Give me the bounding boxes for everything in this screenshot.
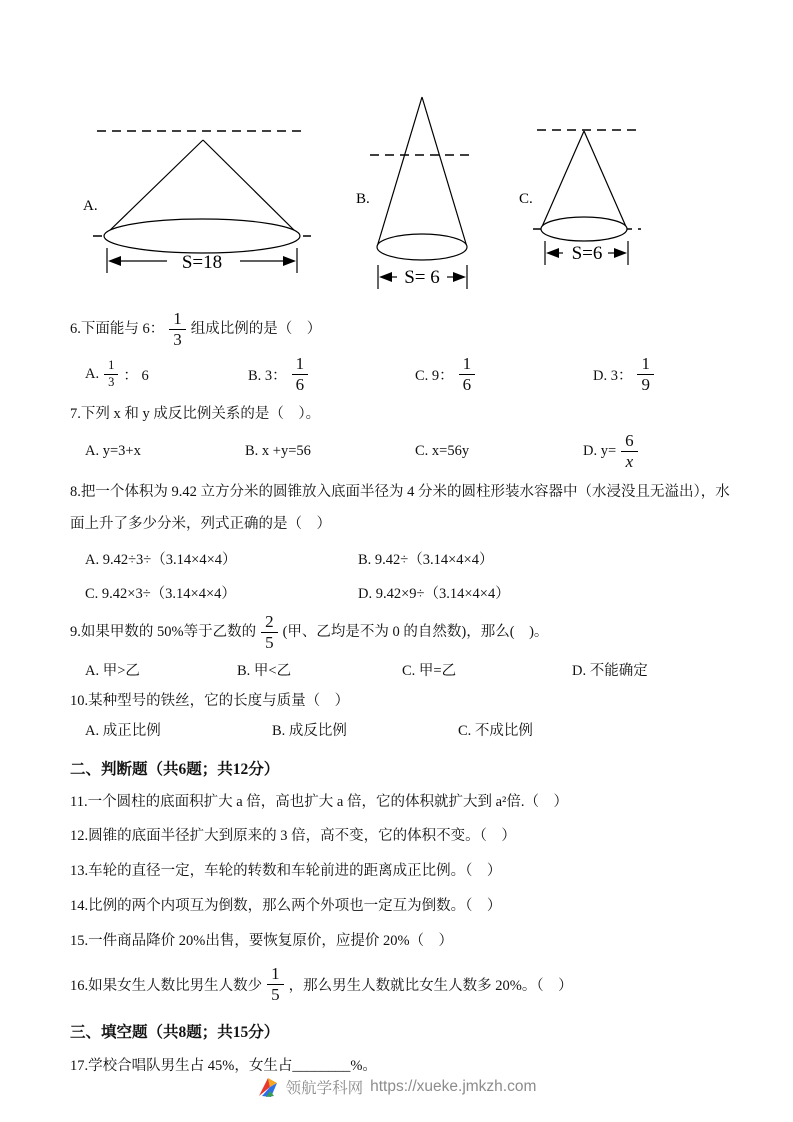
question-10-stem: 10.某种型号的铁丝，它的长度与质量（ ） (70, 693, 350, 710)
section-heading-judgment: 二、判断题（共6题；共12分） (70, 760, 280, 778)
option-c (415, 355, 593, 394)
question-13: 13.车轮的直径一定，车轮的转数和车轮前进的距离成正比例。（ ） (70, 863, 502, 880)
fraction-1-6 (459, 355, 476, 394)
option-a: A. 成正比例 (85, 723, 161, 740)
fraction-1-5 (267, 965, 284, 1004)
question-9-stem (70, 613, 769, 652)
question-8-stem-line2: 面上升了多少分米，列式正确的是（ ） (70, 516, 331, 532)
stem-text: (甲、乙均是不为 0 的自然数)，那么( )。 (282, 624, 549, 641)
fraction-numerator: 1 (104, 359, 118, 374)
fraction-numerator: 1 (169, 310, 186, 330)
footer-url-link[interactable]: https://xueke.jmkzh.com (370, 1078, 537, 1095)
fraction-numerator: 2 (261, 613, 278, 633)
fraction-numerator: 1 (292, 355, 309, 375)
stem-text: 组成比例的是（ ） (190, 320, 322, 337)
cone-a-label: A. (83, 198, 98, 214)
stem-text: 16.如果女生人数比男生人数少 (70, 978, 263, 995)
cone-c-base-area-label: S=6 (571, 243, 603, 264)
fraction-denominator: 9 (641, 374, 650, 394)
option-text: B. 3： (248, 367, 287, 384)
fraction-numerator: 6 (621, 432, 638, 452)
fraction-2-5 (261, 613, 278, 652)
question-9 (70, 613, 769, 680)
fraction-denominator: x (625, 451, 634, 471)
fraction-denominator: 6 (462, 374, 472, 394)
question-6-stem (70, 310, 769, 349)
stem-text: 9.如果甲数的 50%等于乙数的 (70, 624, 257, 641)
question-6 (70, 310, 769, 393)
option-c: C. x=56y (415, 442, 470, 459)
option-b: B. 成反比例 (272, 723, 347, 740)
cone-c (519, 130, 641, 265)
option-d: D. 不能确定 (572, 662, 648, 679)
option-text: A. (85, 365, 100, 382)
cone-b-base-area-label: S= 6 (404, 267, 440, 288)
cone-b-label: B. (356, 191, 370, 207)
question-10 (70, 690, 769, 740)
cone-diagram-svg (75, 85, 655, 305)
question-7-options (70, 432, 769, 471)
cone-diagrams (75, 85, 769, 310)
option-d: D. 9.42×9÷（3.14×4×4） (358, 585, 510, 602)
fraction-denominator: 5 (265, 633, 274, 653)
fraction-denominator: 3 (108, 374, 115, 389)
cone-b (356, 97, 472, 289)
question-9-options (70, 658, 769, 680)
stem-text: 6.下面能与 6： (70, 320, 165, 337)
footer-site-name: 领航学科网 (285, 1080, 364, 1097)
option-c: C. 不成比例 (458, 723, 533, 740)
fraction-1-3 (104, 359, 118, 388)
question-17: 17.学校合唱队男生占 45%，女生占________%。 (70, 1058, 377, 1075)
fraction-denominator: 3 (173, 329, 182, 349)
cone-a-base-area-label: S=18 (181, 252, 223, 273)
option-b (248, 355, 415, 394)
fraction-denominator: 6 (295, 374, 305, 394)
option-text: ： 6 (123, 367, 149, 384)
question-10-options (70, 719, 769, 741)
option-b: B. 甲<乙 (237, 662, 292, 679)
question-11: 11.一个圆柱的底面积扩大 a 倍，高也扩大 a 倍，它的体积就扩大到 a²倍.（ ） (70, 793, 568, 810)
question-7-stem: 7.下列 x 和 y 成反比例关系的是（ ）。 (70, 406, 321, 423)
cone-a (83, 131, 311, 273)
fraction-1-3 (169, 310, 186, 349)
fraction-1-9 (637, 355, 654, 394)
fraction-numerator: 1 (267, 965, 284, 985)
option-a (85, 359, 248, 388)
question-14: 14.比例的两个内项互为倒数，那么两个外项也一定互为倒数。（ ） (70, 897, 502, 914)
site-footer (0, 1076, 793, 1098)
option-c: C. 9.42×3÷（3.14×4×4） (85, 585, 236, 602)
fraction-1-6 (292, 355, 309, 394)
option-text: D. y= (583, 442, 617, 459)
question-8 (70, 481, 769, 604)
option-a: A. 9.42÷3÷（3.14×4×4） (85, 551, 237, 568)
site-logo-icon (257, 1076, 279, 1098)
option-b: B. 9.42÷（3.14×4×4） (358, 551, 494, 568)
fraction-denominator: 5 (271, 985, 280, 1005)
question-7 (70, 403, 769, 470)
option-a: A. 甲>乙 (85, 662, 140, 679)
question-15: 15.一件商品降价 20%出售，要恢复原价，应提价 20%（ ） (70, 932, 454, 949)
fraction-numerator: 1 (459, 355, 476, 375)
question-12: 12.圆锥的底面半径扩大到原来的 3 倍，高不变，它的体积不变。（ ） (70, 828, 516, 845)
question-6-options (70, 355, 769, 394)
section-heading-fill-in: 三、填空题（共8题；共15分） (70, 1024, 280, 1042)
cone-c-label: C. (519, 191, 533, 207)
fraction-6-x (621, 432, 638, 471)
question-8-stem-line1: 8.把一个体积为 9.42 立方分米的圆锥放入底面半径为 4 分米的圆柱形装水容器中（水浸没且无溢出），水 (70, 483, 730, 500)
fraction-numerator: 1 (637, 355, 654, 375)
option-text: D. 3： (593, 367, 633, 384)
stem-text: ，那么男生人数就比女生人数多 20%。（ ） (288, 978, 573, 995)
option-text: C. 9： (415, 367, 454, 384)
option-d (593, 355, 769, 394)
option-d (583, 432, 769, 471)
option-c: C. 甲=乙 (402, 662, 457, 679)
question-8-options (70, 547, 769, 603)
option-a: A. y=3+x (85, 442, 141, 459)
question-16 (70, 965, 769, 1004)
option-b: B. x +y=56 (245, 442, 311, 459)
